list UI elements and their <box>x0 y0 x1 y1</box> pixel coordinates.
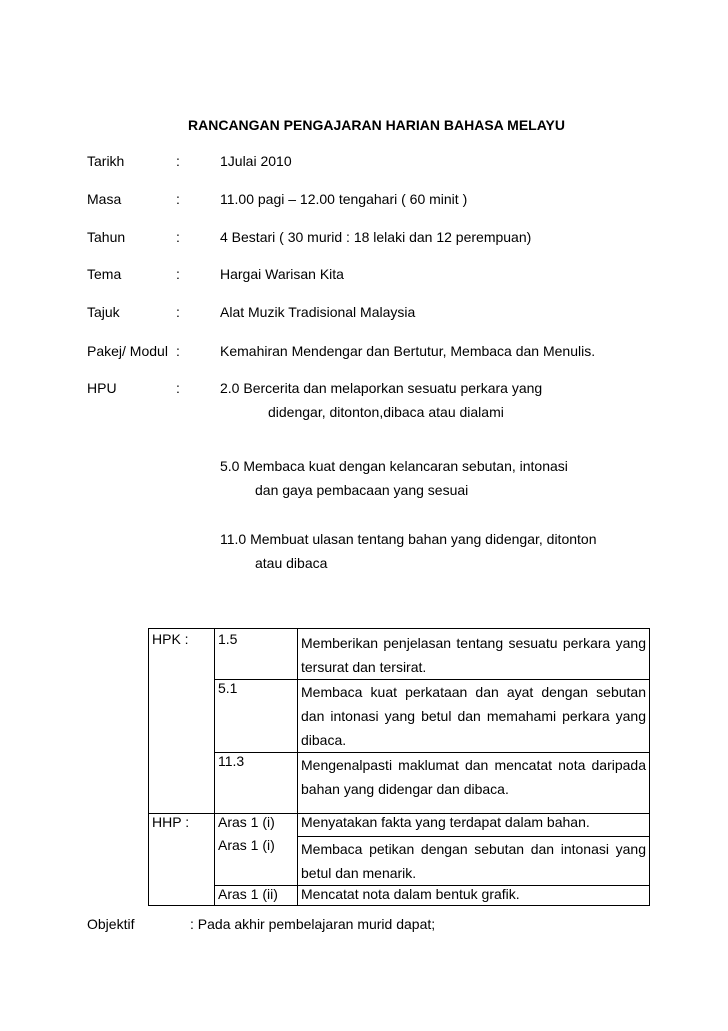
hpu-line: dan gaya pembacaan yang sesuai <box>255 482 469 498</box>
hpu-line: atau dibaca <box>255 555 328 571</box>
hpu-item: 11.0 Membuat ulasan tentang bahan yang didengar, ditonton <box>220 531 597 547</box>
field-sep: : <box>176 304 180 320</box>
hpk-text: Memberikan penjelasan tentang sesuatu perkara yang tersurat dan tersirat. <box>298 629 650 680</box>
objektif-label: Objektif <box>87 916 135 932</box>
hpu-line: didengar, ditonton,dibaca atau dialami <box>268 404 504 420</box>
field-sep: : <box>176 191 180 207</box>
field-sep: : <box>176 153 180 169</box>
hpk-code: 1.5 <box>215 629 298 680</box>
hpk-hhp-table <box>148 628 650 906</box>
field-sep: : <box>176 229 180 245</box>
field-label: Pakej/ Modul <box>87 343 168 359</box>
field-sep: : <box>176 380 180 396</box>
field-value: Alat Muzik Tradisional Malaysia <box>220 304 416 320</box>
field-sep: : <box>176 343 180 359</box>
field-sep: : <box>176 266 180 282</box>
hhp-code: Aras 1 (i) <box>215 814 298 837</box>
field-label: HPU <box>87 380 117 396</box>
field-label: Tarikh <box>87 153 125 169</box>
hpk-label: HPK : <box>149 629 215 680</box>
hpk-code: 11.3 <box>215 753 298 814</box>
hhp-code: Aras 1 (ii) <box>215 886 298 906</box>
field-value: 2.0 Bercerita dan melaporkan sesuatu perkara yang <box>220 380 543 396</box>
hpu-item: 5.0 Membaca kuat dengan kelancaran sebutan, intonasi <box>220 458 568 474</box>
hpk-text: Mengenalpasti maklumat dan mencatat nota daripada bahan yang didengar dan dibaca. <box>298 753 650 814</box>
field-value: 4 Bestari ( 30 murid : 18 lelaki dan 12 perempuan) <box>220 229 532 245</box>
hpk-code: 5.1 <box>215 680 298 753</box>
field-value: 11.00 pagi – 12.00 tengahari ( 60 minit ) <box>220 191 468 207</box>
hpk-text: Membaca kuat perkataan dan ayat dengan sebutan dan intonasi yang betul dan memahami perkara yang dibaca. <box>298 680 650 753</box>
objektif-value: : Pada akhir pembelajaran murid dapat; <box>190 916 436 932</box>
field-value: 1Julai 2010 <box>220 153 292 169</box>
field-label: Masa <box>87 191 122 207</box>
hhp-text: Membaca petikan dengan sebutan dan intonasi yang betul dan menarik. <box>298 837 650 886</box>
field-label: Tema <box>87 266 122 282</box>
page-title: RANCANGAN PENGAJARAN HARIAN BAHASA MELAYU <box>188 117 565 133</box>
field-value: Kemahiran Mendengar dan Bertutur, Membaca dan Menulis. <box>220 343 596 359</box>
field-value: Hargai Warisan Kita <box>220 266 344 282</box>
field-label: Tajuk <box>87 304 120 320</box>
hhp-text: Mencatat nota dalam bentuk grafik. <box>298 886 650 906</box>
field-label: Tahun <box>87 229 126 245</box>
hhp-text: Menyatakan fakta yang terdapat dalam bahan. <box>298 814 650 837</box>
hhp-label: HHP : <box>149 814 215 837</box>
hhp-code: Aras 1 (i) <box>215 837 298 886</box>
